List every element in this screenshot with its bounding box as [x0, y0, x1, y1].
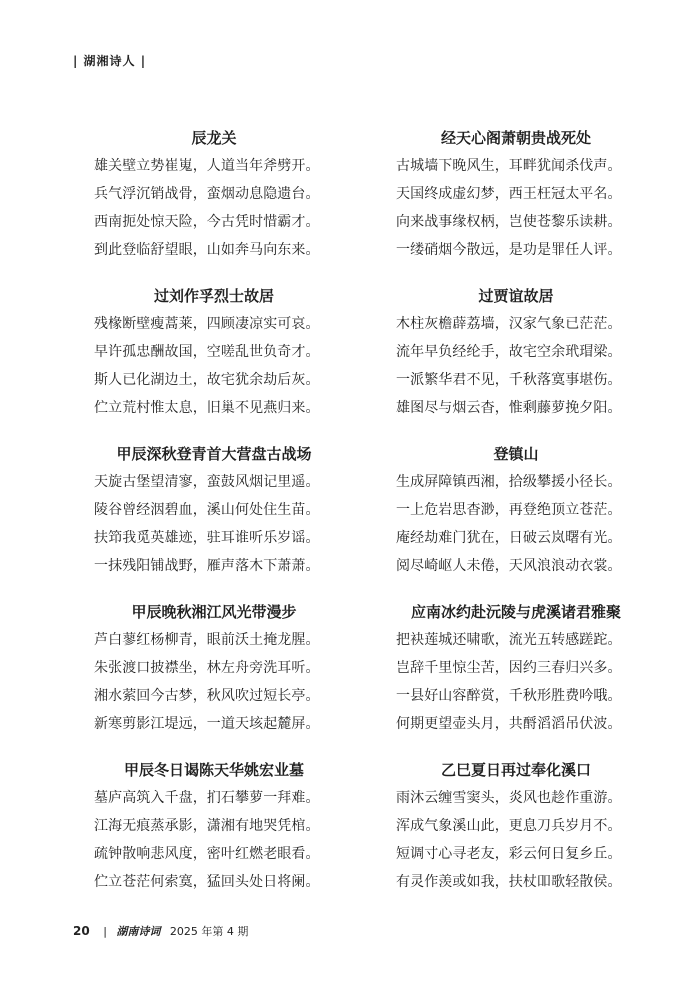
poem-title: 辰龙关	[191, 129, 237, 147]
poem-line: 岂辞千里惊尘苦，因约三春归兴多。	[396, 660, 622, 676]
section-header: | 湖湘诗人 |	[73, 54, 147, 68]
poem-line: 陵谷曾经洇碧血，溪山何处住生苗。	[94, 502, 320, 518]
poem-line: 墓庐高筑入千盘，扪石攀萝一拜难。	[94, 790, 320, 806]
poem-title: 甲辰深秋登青首大营盘古战场	[116, 445, 312, 463]
poem-column-right	[396, 128, 636, 918]
poem-line: 兵气浮沉销战骨，蛮烟动息隐遗台。	[94, 186, 320, 202]
poem	[396, 128, 636, 286]
footer-separator: |	[103, 925, 107, 938]
poem	[396, 760, 636, 918]
poem-line: 雄图尽与烟云杳，惟剩藤萝挽夕阳。	[396, 400, 622, 416]
poem-line: 斯人已化湖边土，故宅犹余劫后灰。	[94, 372, 320, 388]
poem-line: 何期更望壶头月，共酹滔滔吊伏波。	[396, 716, 622, 732]
poem-line: 早许孤忠酬故国，空嗟乱世负奇才。	[94, 344, 320, 360]
poem-line: 残椽断壁瘦蒿莱，四顾凄凉实可哀。	[94, 316, 320, 332]
poem-line: 一上危岩思杳渺，再登绝顶立苍茫。	[396, 502, 622, 518]
poem-line: 伫立荒村惟太息，旧巢不见燕归来。	[94, 400, 320, 416]
poem-line: 一派繁华君不见，千秋落寞事堪伤。	[396, 372, 622, 388]
poem-line: 阅尽崎岖人未倦，天风浪浪动衣裳。	[396, 558, 622, 574]
poem-line: 流年早负经纶手，故宅空余玳瑁梁。	[396, 344, 622, 360]
poem-line: 芦白蓼红杨柳青，眼前沃土掩龙腥。	[94, 632, 320, 648]
poem-line: 木柱灰檐薜荔墙，汉家气象已茫茫。	[396, 316, 622, 332]
poem-line: 雄关壁立势崔嵬，人道当年斧劈开。	[94, 158, 320, 174]
poem-title: 登镇山	[493, 445, 539, 463]
poem-line: 湘水萦回今古梦，秋风吹过短长亭。	[94, 688, 320, 704]
poem-title: 经天心阁萧朝贵战死处	[440, 129, 591, 147]
poem-line: 伫立苍茫何索寞，猛回头处日将阑。	[94, 874, 320, 890]
poem-line: 向来战事缘权柄，岂使苍黎乐读耕。	[396, 214, 622, 230]
poem-title: 甲辰晚秋湘江风光带漫步	[131, 603, 297, 621]
poem-line: 把袂莲城还啸歌，流光五转感蹉跎。	[396, 632, 622, 648]
poem	[396, 286, 636, 444]
poem	[94, 602, 334, 760]
page-footer	[73, 923, 248, 939]
poem-line: 新寒剪影江堤远，一道天垓起麓屏。	[94, 716, 320, 732]
page-number: 20	[73, 924, 90, 938]
poem	[94, 128, 334, 286]
poem-line: 有灵作羡或如我，扶杖吅歌轻散侯。	[396, 874, 622, 890]
poem-line: 扶笻我觅英雄迹，驻耳谁听乐岁谣。	[94, 530, 320, 546]
poem	[396, 602, 636, 760]
magazine-logo: 湖南诗词	[116, 925, 161, 938]
poem-title: 过贾谊故居	[478, 287, 554, 305]
poem-line: 一缕硝烟今散远，是功是罪任人评。	[396, 242, 622, 258]
poem-line: 生成屏障镇西湘，拾级攀援小径长。	[396, 474, 622, 490]
poem-title: 乙巳夏日再过奉化溪口	[440, 761, 591, 779]
poem-title: 过刘作孚烈士故居	[153, 287, 274, 305]
poem-column-left	[94, 128, 334, 918]
poem	[396, 444, 636, 602]
poem-line: 疏钟散响悲风度，密叶红燃老眼看。	[94, 846, 320, 862]
poem-line: 庵经劫难门犹在，日破云岚曙有光。	[396, 530, 622, 546]
poem-line: 朱张渡口披襟坐，林左舟旁洗耳听。	[94, 660, 320, 676]
poem	[94, 444, 334, 602]
poem-line: 短调寸心寻老友，彩云何日复乡丘。	[396, 846, 622, 862]
poem	[94, 286, 334, 444]
poem-title: 应南冰约赴沅陵与虎溪诸君雅聚	[410, 603, 621, 621]
poem-line: 一县好山容醉赏，千秋形胜费吟哦。	[396, 688, 622, 704]
poem-line: 天旋古堡望清寥，蛮鼓风烟记里遥。	[94, 474, 320, 490]
poem-line: 西南扼处惊天险，今古凭时惜霸才。	[94, 214, 320, 230]
poem-line: 江海无痕蒸承影，潇湘有地哭凭棺。	[94, 818, 320, 834]
poem-line: 古城墙下晚风生，耳畔犹闻杀伐声。	[396, 158, 622, 174]
poem-line: 天国终成虚幻梦，西王枉冠太平名。	[396, 186, 622, 202]
poem-line: 一抹残阳铺战野，雁声落木下萧萧。	[94, 558, 320, 574]
poem-line: 雨沐云缠雪窦头，炎风也趁作重游。	[396, 790, 622, 806]
poem-line: 到此登临舒望眼，山如奔马向东来。	[94, 242, 320, 258]
poem-line: 浑成气象溪山此，更息刀兵岁月不。	[396, 818, 622, 834]
poem-title: 甲辰冬日谒陈天华姚宏业墓	[123, 761, 304, 779]
poem	[94, 760, 334, 918]
issue-label: 2025 年第 4 期	[169, 925, 249, 938]
